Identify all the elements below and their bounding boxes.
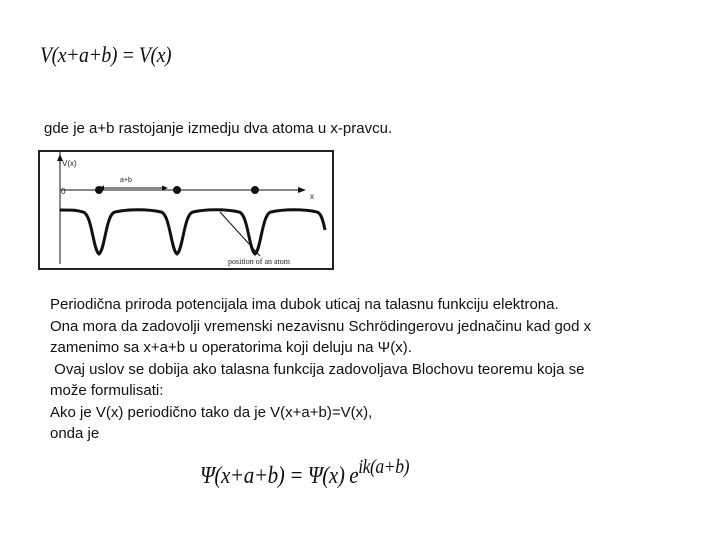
atom-dot xyxy=(251,186,259,194)
bloch-explanation-paragraph xyxy=(50,294,660,445)
paragraph-line: Ovaj uslov se dobija ako talasna funkcija zadovoljava Blochovu teoremu koja se xyxy=(50,360,585,378)
bloch-theorem-equation xyxy=(200,456,409,490)
atom-dot xyxy=(173,186,181,194)
bloch-equation-base: Ψ(x+a+b) = Ψ(x) e xyxy=(200,463,359,489)
potential-diagram xyxy=(38,150,334,270)
periodic-potential-equation: V(x+a+b) = V(x) xyxy=(40,42,172,67)
x-axis-label: x xyxy=(310,192,314,201)
origin-label: 0 xyxy=(61,187,66,196)
y-axis-label: V(x) xyxy=(62,159,77,168)
paragraph-line: zamenimo sa x+a+b u operatorima koji deluju na Ψ(x). xyxy=(50,339,412,356)
bloch-equation-exponent: ik(a+b) xyxy=(358,456,410,478)
atom-dot xyxy=(95,186,103,194)
paragraph-line: onda je xyxy=(50,425,100,442)
periodic-potential-figure xyxy=(38,150,334,270)
paragraph-line: Periodična priroda potencijala ima dubok uticaj na talasnu funkciju elektrona. xyxy=(50,296,559,313)
distance-label: a+b xyxy=(120,177,132,184)
paragraph-line: Ako je V(x) periodično tako da je V(x+a+b)=V(x), xyxy=(50,403,373,421)
paragraph-line: može formulisati: xyxy=(50,382,164,399)
figure-caption: gde je a+b rastojanje izmedju dva atoma u x-pravcu. xyxy=(44,120,393,137)
atom-position-label: position of an atom xyxy=(228,257,290,266)
paragraph-line: Ona mora da zadovolji vremenski nezavisnu Schrödingerovu jednačinu kad god x xyxy=(50,317,592,335)
